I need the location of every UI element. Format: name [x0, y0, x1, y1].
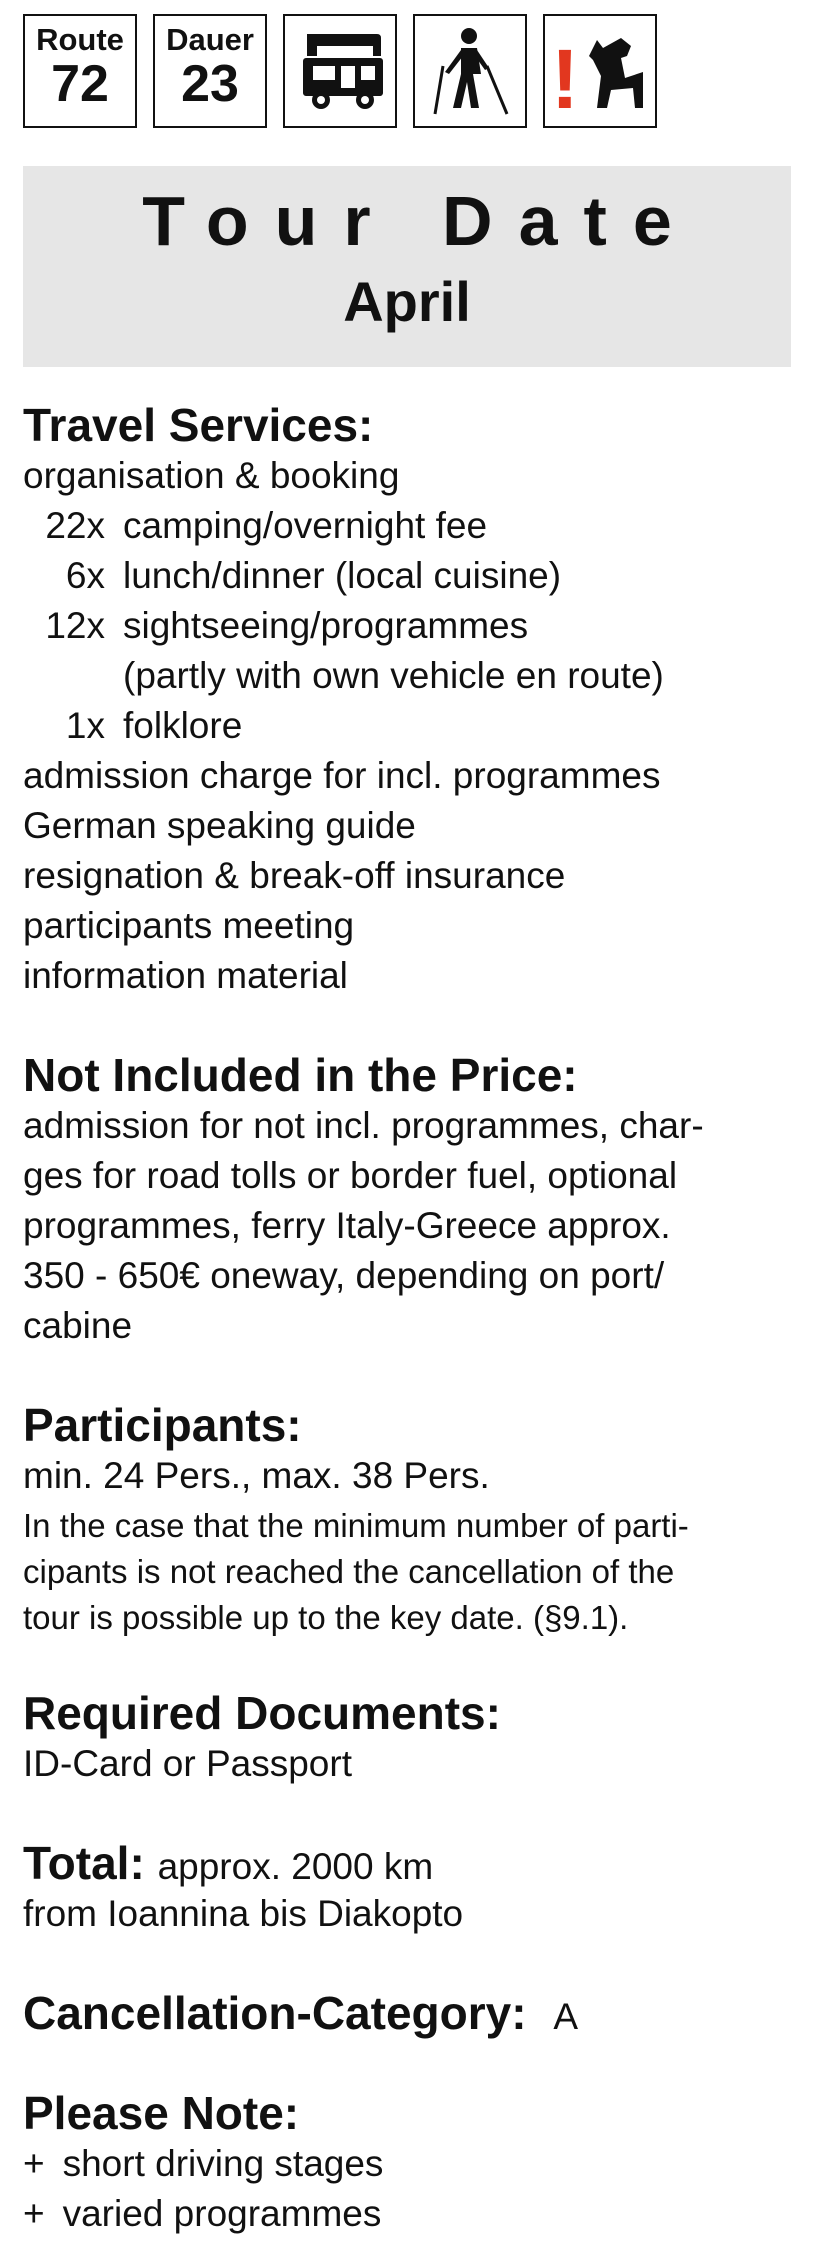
motorhome-icon	[283, 14, 397, 128]
note-item	[23, 2189, 381, 2239]
service-qty: 22x	[45, 505, 105, 546]
service-line: German speaking guide	[23, 805, 416, 846]
participants-heading: Participants:	[23, 1399, 302, 1451]
duration-label: Dauer	[166, 22, 254, 57]
not-included-line: ges for road tolls or border fuel, optional	[23, 1155, 678, 1196]
not-included-line: cabine	[23, 1305, 133, 1346]
participants-note-line: tour is possible up to the key date. (§9.1).	[23, 1599, 629, 1636]
service-line: participants meeting	[23, 905, 355, 946]
service-qty: 1x	[65, 705, 105, 746]
please-note-heading: Please Note:	[23, 2087, 300, 2139]
route-number: 72	[51, 55, 109, 113]
total-value: approx. 2000 km	[157, 1846, 434, 1887]
service-row	[23, 551, 561, 601]
cancellation-line	[23, 1987, 578, 2039]
cancellation-heading: Cancellation-Category:	[23, 1987, 527, 2039]
duration-number: 23	[181, 55, 239, 113]
dog-icon	[543, 14, 657, 128]
note-text: varied programmes	[62, 2193, 382, 2234]
note-text: short driving stages	[62, 2143, 384, 2184]
route-label: Route	[36, 22, 124, 57]
not-included-line: 350 - 650€ oneway, depending on port/	[23, 1255, 665, 1296]
participants-note-line: In the case that the minimum number of parti-	[23, 1507, 689, 1544]
total-heading: Total:	[23, 1837, 145, 1889]
participants-note-line: cipants is not reached the cancellation of the	[23, 1553, 675, 1590]
service-row	[23, 651, 664, 701]
route-badge	[23, 14, 137, 128]
service-line: admission charge for incl. programmes	[23, 755, 661, 796]
service-text: camping/overnight fee	[123, 505, 488, 546]
note-mark: +	[23, 2143, 45, 2184]
tour-date-banner	[23, 166, 791, 367]
warning-mark-icon: !	[551, 32, 579, 126]
total-route: from Ioannina bis Diakopto	[23, 1893, 464, 1934]
service-qty: 12x	[45, 605, 105, 646]
banner-title: Tour Date	[142, 182, 698, 260]
service-organisation: organisation & booking	[23, 455, 400, 496]
service-qty: 6x	[65, 555, 105, 596]
note-item	[23, 2139, 383, 2189]
note-mark: +	[23, 2193, 45, 2234]
service-row	[23, 601, 528, 651]
service-row	[23, 701, 242, 751]
service-line: information material	[23, 955, 348, 996]
hiking-icon	[413, 14, 527, 128]
cancellation-value: A	[553, 1996, 578, 2037]
duration-badge	[153, 14, 267, 128]
service-text: sightseeing/programmes	[123, 605, 529, 646]
participants-range: min. 24 Pers., max. 38 Pers.	[23, 1455, 490, 1496]
not-included-line: admission for not incl. programmes, char-	[23, 1105, 704, 1146]
total-line	[23, 1837, 434, 1889]
service-text: folklore	[123, 705, 243, 746]
service-text: lunch/dinner (local cuisine)	[123, 555, 562, 596]
banner-subtitle: April	[343, 270, 471, 333]
documents-heading: Required Documents:	[23, 1687, 501, 1739]
service-row	[23, 501, 487, 551]
travel-services-heading: Travel Services:	[23, 399, 374, 451]
service-line: resignation & break-off insurance	[23, 855, 566, 896]
documents-value: ID-Card or Passport	[23, 1743, 352, 1784]
service-text: (partly with own vehicle en route)	[123, 655, 664, 696]
not-included-heading: Not Included in the Price:	[23, 1049, 578, 1101]
not-included-line: programmes, ferry Italy-Greece approx.	[23, 1205, 671, 1246]
